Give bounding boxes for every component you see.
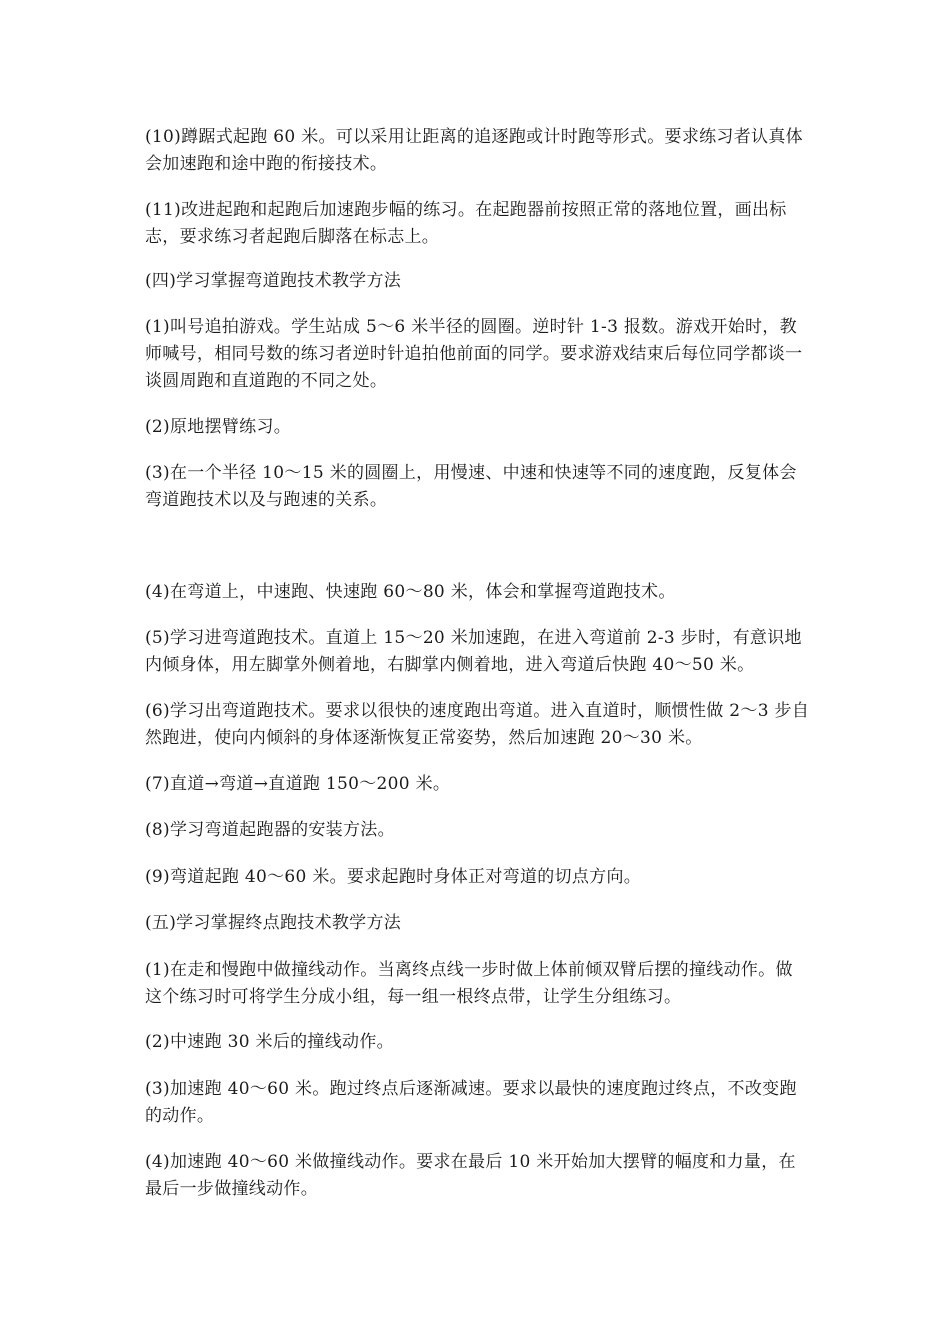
paragraph-curve-step-5: (5)学习进弯道跑技术。直道上 15～20 米加速跑，在进入弯道前 2-3 步时，有意识地内倾身体，用左脚掌外侧着地，右脚掌内侧着地，进入弯道后快跑 40～50 米。 <box>145 628 802 675</box>
paragraph-step-11: (11)改进起跑和起跑后加速跑步幅的练习。在起跑器前按照正常的落地位置，画出标志，要求练习者起跑后脚落在标志上。 <box>145 200 787 247</box>
section-heading-curve-running: (四)学习掌握弯道跑技术教学方法 <box>145 271 402 291</box>
paragraph-step-10: (10)蹲踞式起跑 60 米。可以采用让距离的追逐跑或计时跑等形式。要求练习者认真体会加速跑和途中跑的衔接技术。 <box>145 127 803 174</box>
paragraph-curve-step-2: (2)原地摆臂练习。 <box>145 417 292 437</box>
paragraph-finish-step-1: (1)在走和慢跑中做撞线动作。当离终点线一步时做上体前倾双臂后摆的撞线动作。做这个练习时可将学生分成小组，每一组一根终点带，让学生分组练习。 <box>145 960 793 1007</box>
paragraph-curve-step-7: (7)直道→弯道→直道跑 150～200 米。 <box>145 774 451 794</box>
paragraph-curve-step-3: (3)在一个半径 10～15 米的圆圈上，用慢速、中速和快速等不同的速度跑，反复体会弯道跑技术以及与跑速的关系。 <box>145 463 797 510</box>
paragraph-finish-step-3: (3)加速跑 40～60 米。跑过终点后逐渐减速。要求以最快的速度跑过终点，不改变跑的动作。 <box>145 1079 797 1126</box>
paragraph-curve-step-1: (1)叫号追拍游戏。学生站成 5～6 米半径的圆圈。逆时针 1-3 报数。游戏开始时，教师喊号，相同号数的练习者逆时针追拍他前面的同学。要求游戏结束后每位同学都谈一谈圆周跑和直道跑的不同之处。 <box>145 317 803 391</box>
paragraph-curve-step-9: (9)弯道起跑 40～60 米。要求起跑时身体正对弯道的切点方向。 <box>145 867 642 887</box>
paragraph-finish-step-2: (2)中速跑 30 米后的撞线动作。 <box>145 1032 394 1052</box>
paragraph-curve-step-8: (8)学习弯道起跑器的安装方法。 <box>145 820 395 840</box>
paragraph-curve-step-4: (4)在弯道上，中速跑、快速跑 60～80 米，体会和掌握弯道跑技术。 <box>145 582 676 602</box>
section-heading-finish-running: (五)学习掌握终点跑技术教学方法 <box>145 913 402 933</box>
paragraph-finish-step-4: (4)加速跑 40～60 米做撞线动作。要求在最后 10 米开始加大摆臂的幅度和力量，在最后一步做撞线动作。 <box>145 1152 796 1199</box>
paragraph-curve-step-6: (6)学习出弯道跑技术。要求以很快的速度跑出弯道。进入直道时，顺惯性做 2～3 步自然跑进，使向内倾斜的身体逐渐恢复正常姿势，然后加速跑 20～30 米。 <box>145 701 810 748</box>
